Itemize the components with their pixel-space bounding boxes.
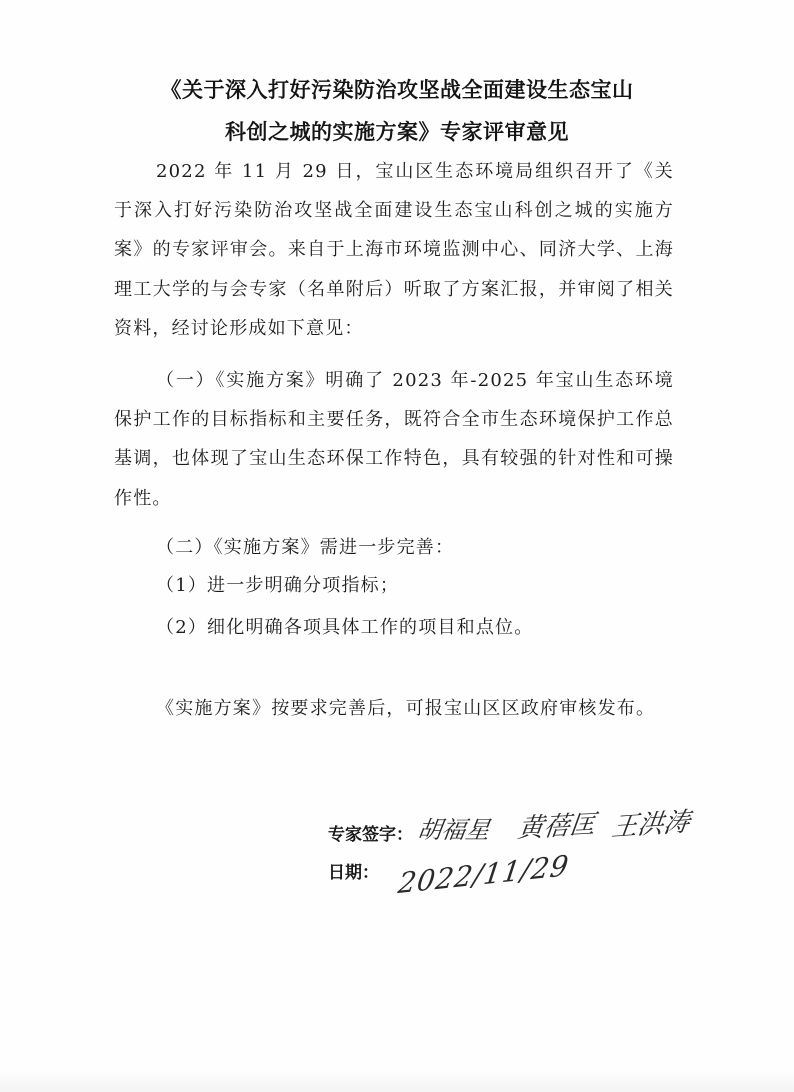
expert-signature-label: 专家签字： (328, 825, 413, 845)
handwritten-date: 2022/11/29 (396, 848, 572, 901)
handwritten-signature-1: 胡福星 (415, 816, 492, 844)
handwritten-signature-2: 黄蓓匡 (515, 809, 598, 845)
paragraph-item-2: （2）细化明确各项具体工作的项目和点位。 (156, 617, 534, 638)
paragraph-opinion-2: （二）《实施方案》需进一步完善： (156, 537, 455, 558)
date-label: 日期： (328, 863, 379, 883)
paragraph-intro: 2022 年 11 月 29 日，宝山区生态环境局组织召开了《关于深入打好污染防治攻坚战全面建设生态宝山科创之城的实施方案》的专家评审会。来自于上海市环境监测中心、同济大学、上海理工大学的与会专家（名单附后）听取了方案汇报，并审阅了相关资料，经讨论形成如下意见： (114, 161, 674, 339)
paragraph-item-1: （1）进一步明确分项指标； (156, 575, 400, 596)
paragraph-conclusion: 《实施方案》按要求完善后，可报宝山区区政府审核发布。 (156, 698, 656, 719)
document-title-line-2: 科创之城的实施方案》专家评审意见 (225, 120, 569, 144)
document-title-line-1: 《关于深入打好污染防治攻坚战全面建设生态宝山 (160, 78, 634, 102)
scan-bottom-edge (0, 1070, 794, 1092)
handwritten-signature-3: 王洪涛 (609, 807, 692, 843)
paragraph-opinion-1: （一）《实施方案》明确了 2023 年-2025 年宝山生态环境保护工作的目标指标和主要任务，既符合全市生态环境保护工作总基调，也体现了宝山生态环保工作特色，具有较强的针对性和可操作性。 (114, 370, 674, 509)
